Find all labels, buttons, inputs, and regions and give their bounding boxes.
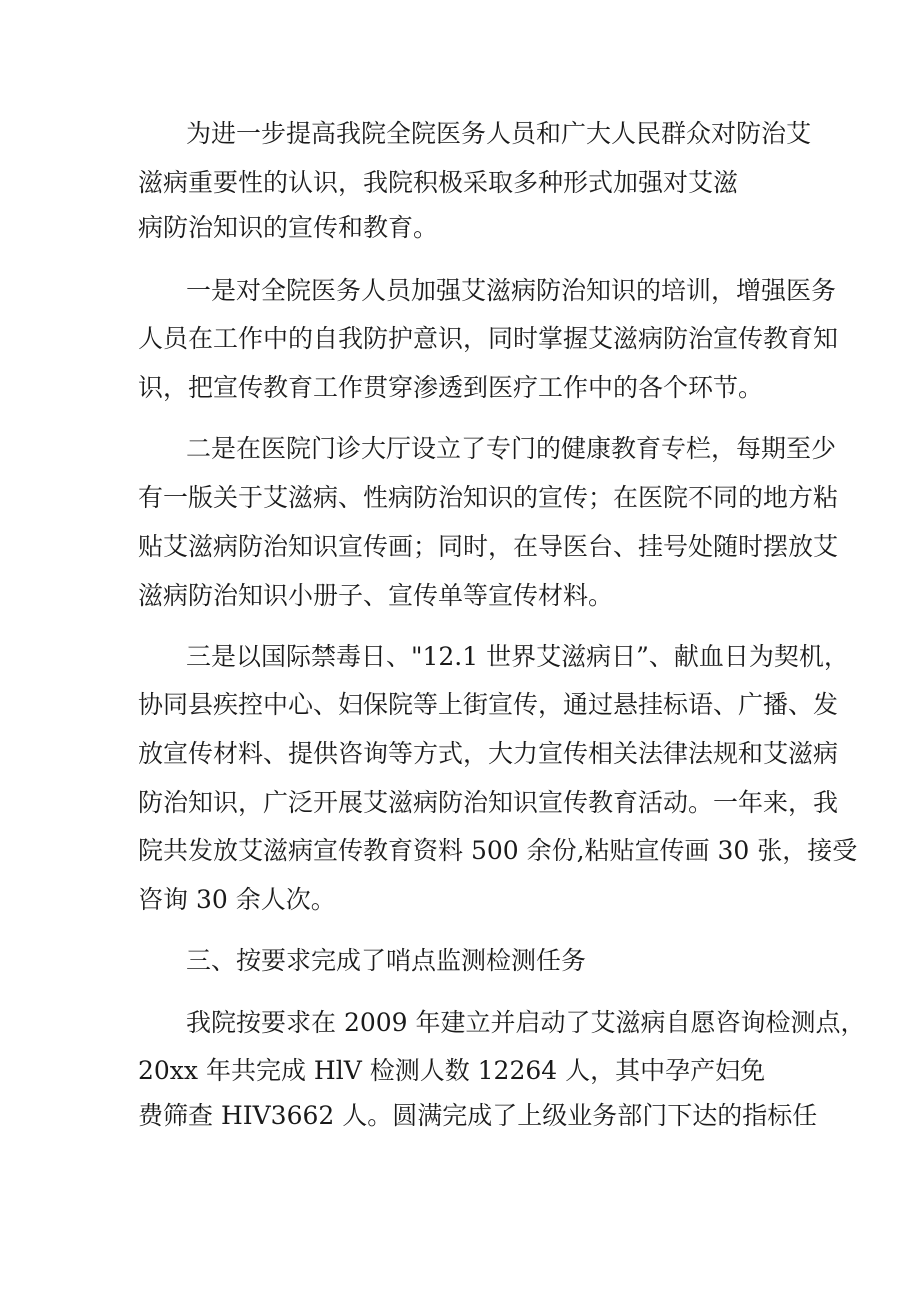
text-line: 为进一步提高我院全院医务人员和广大人民群众对防治艾 <box>186 119 812 148</box>
text-line: 滋病防治知识小册子、宣传单等宣传材料。 <box>138 581 614 610</box>
text-line: 一是对全院医务人员加强艾滋病防治知识的培训，增强医务 <box>186 276 837 305</box>
text-line: 三是以国际禁毒日、"12.1 世界艾滋病日”、献血日为契机， <box>186 642 849 671</box>
text-line: 贴艾滋病防治知识宣传画；同时，在导医台、挂号处随时摆放艾 <box>138 532 839 561</box>
text-line: 20xx 年共完成 HlV 检测人数 12264 人，其中孕产妇免 <box>138 1056 766 1085</box>
text-line: 识，把宣传教育工作贯穿渗透到医疗工作中的各个环节。 <box>138 373 764 402</box>
text-line: 滋病重要性的认识，我院积极采取多种形式加强对艾滋 <box>138 168 739 197</box>
text-line: 病防治知识的宣传和教育。 <box>138 213 439 242</box>
text-line: 我院按要求在 2009 年建立并启动了艾滋病自愿咨询检测点， <box>186 1008 866 1037</box>
text-line: 协同县疾控中心、妇保院等上街宣传，通过悬挂标语、广播、发 <box>138 690 839 719</box>
text-line: 咨询 30 余人次。 <box>138 885 336 914</box>
text-line: 防治知识，广泛开展艾滋病防治知识宣传教育活动。一年来，我 <box>138 788 839 817</box>
text-line: 二是在医院门诊大厅设立了专门的健康教育专栏，每期至少 <box>186 434 837 463</box>
text-line: 院共发放艾滋病宣传教育资料 500 余份,粘贴宣传画 30 张，接受 <box>138 836 858 865</box>
section-heading-text: 三、按要求完成了哨点监测检测任务 <box>186 946 587 975</box>
text-line: 有一版关于艾滋病、性病防治知识的宣传；在医院不同的地方粘 <box>138 483 839 512</box>
text-line: 放宣传材料、提供咨询等方式，大力宣传相关法律法规和艾滋病 <box>138 739 839 768</box>
text-line: 人员在工作中的自我防护意识，同时掌握艾滋病防治宣传教育知 <box>138 324 839 353</box>
text-line: 费筛查 HIV3662 人。圆满完成了上级业务部门下达的指标任 <box>138 1101 818 1130</box>
